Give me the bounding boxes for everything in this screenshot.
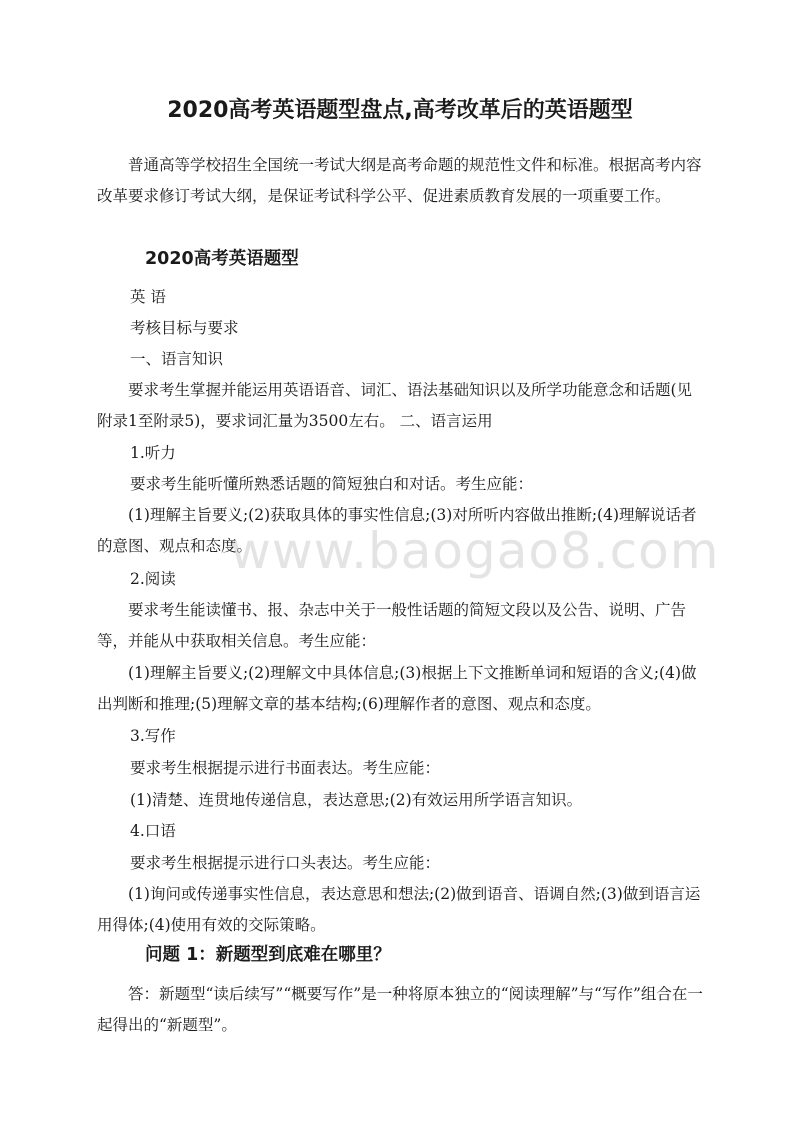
speaking-title: 4.口语 — [130, 822, 176, 840]
subject-label: 英 语 — [130, 288, 166, 306]
listening-items: (1)理解主旨要义;(2)获取具体的事实性信息;(3)对所听内容做出推断;(4)理解说话者的意图、观点和态度。 — [97, 506, 697, 555]
question-heading: 问题 1：新题型到底难在哪里？ — [145, 945, 391, 965]
answer-paragraph: 答：新题型“读后续写”“概要写作”是一种将原本独立的“阅读理解”与“写作”组合在一起得出的“新题型”。 — [97, 985, 703, 1034]
page-title: 2020高考英语题型盘点,高考改革后的英语题型 — [167, 98, 633, 123]
speaking-items: (1)询问或传递事实性信息，表达意思和想法;(2)做到语音、语调自然;(3)做到语言运用得体;(4)使用有效的交际策略。 — [97, 885, 701, 934]
section-heading: 2020高考英语题型 — [145, 249, 299, 269]
reading-title: 2.阅读 — [130, 570, 176, 588]
watermark-text: www.baogao8.com — [230, 522, 720, 580]
intro-paragraph: 普通高等学校招生全国统一考试大纲是高考命题的规范性文件和标准。根据高考内容改革要求修订考试大纲，是保证考试科学公平、促进素质教育发展的一项重要工作。 — [97, 156, 702, 205]
writing-title: 3.写作 — [130, 727, 176, 745]
writing-intro: 要求考生根据提示进行书面表达。考生应能： — [130, 759, 441, 777]
part1-heading: 一、语言知识 — [130, 350, 224, 368]
reading-intro: 要求考生能读懂书、报、杂志中关于一般性话题的简短文段以及公告、说明、广告等，并能从中获取相关信息。考生应能： — [97, 601, 687, 650]
writing-items: (1)清楚、连贯地传递信息，表达意思;(2)有效运用所学语言知识。 — [130, 791, 583, 809]
listening-intro: 要求考生能听懂所熟悉话题的简短独白和对话。考生应能： — [130, 475, 534, 493]
goals-heading: 考核目标与要求 — [130, 319, 239, 337]
listening-title: 1.听力 — [130, 444, 176, 462]
speaking-intro: 要求考生根据提示进行口头表达。考生应能： — [130, 854, 441, 872]
reading-items: (1)理解主旨要义;(2)理解文中具体信息;(3)根据上下文推断单词和短语的含义;(4)做出判断和推理;(5)理解文章的基本结构;(6)理解作者的意图、观点和态度。 — [97, 664, 697, 713]
part1-text: 要求考生掌握并能运用英语语音、词汇、语法基础知识以及所学功能意念和话题(见附录1至附录5)，要求词汇量为3500左右。 二、语言运用 — [97, 381, 693, 430]
